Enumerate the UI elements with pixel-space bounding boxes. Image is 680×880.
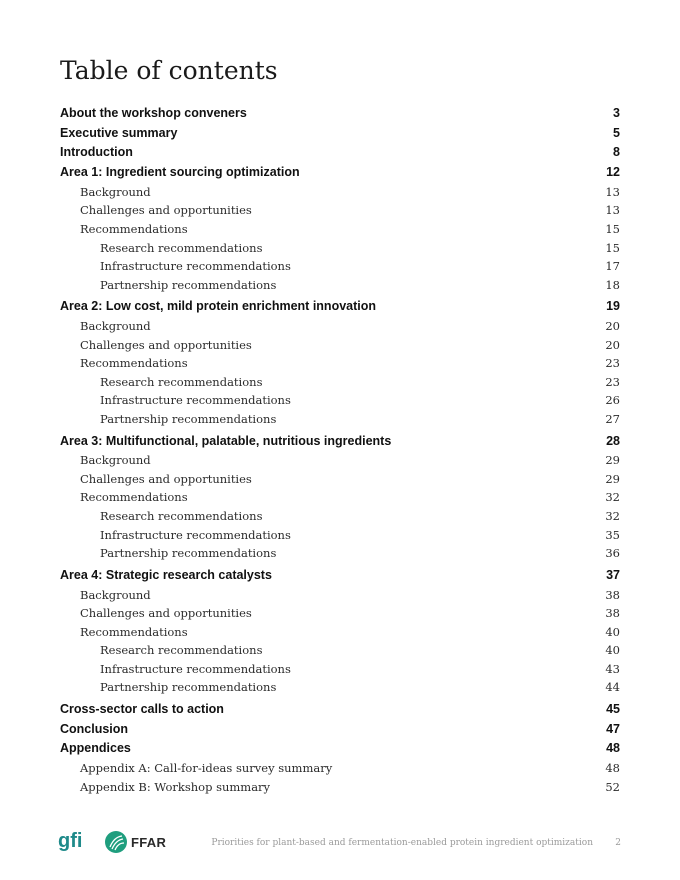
toc-entry-page: 27 <box>605 411 620 426</box>
toc-entry[interactable] <box>60 544 620 563</box>
toc-entry[interactable] <box>60 470 620 489</box>
toc-entry[interactable] <box>60 641 620 660</box>
page-footer <box>0 828 680 860</box>
ffar-logo <box>104 830 166 854</box>
toc-entry-label: Partnership recommendations <box>100 546 277 561</box>
toc-entry[interactable] <box>60 759 620 778</box>
footer-page-number: 2 <box>615 838 621 848</box>
gfi-logo <box>58 830 88 865</box>
toc-entry-label: Challenges and opportunities <box>80 606 252 621</box>
toc-entry-page: 28 <box>606 433 620 448</box>
toc-entry-page: 13 <box>605 184 620 199</box>
toc-entry[interactable] <box>60 336 620 355</box>
toc-entry-label: Background <box>80 587 151 602</box>
toc-entry-label: Cross-sector calls to action <box>60 702 224 717</box>
toc-entry-label: About the workshop conveners <box>60 106 247 120</box>
toc-entry-label: Executive summary <box>60 125 178 140</box>
toc-entry-page: 29 <box>605 471 620 486</box>
toc-entry-page: 36 <box>605 546 620 561</box>
toc-entry[interactable] <box>60 373 620 392</box>
toc-entry[interactable] <box>60 124 620 144</box>
toc-entry-page: 26 <box>605 393 620 408</box>
toc-entry-label: Conclusion <box>60 721 129 736</box>
toc-entry-label: Area 2: Low cost, mild protein enrichment innovation <box>60 299 377 314</box>
toc-entry[interactable] <box>60 257 620 276</box>
toc-entry-page: 8 <box>613 145 620 160</box>
toc-entry[interactable] <box>60 201 620 220</box>
toc-entry[interactable] <box>60 566 620 586</box>
toc-entry-page: 15 <box>605 221 620 236</box>
toc-entry-label: Recommendations <box>80 624 188 639</box>
toc-entry[interactable] <box>60 586 620 605</box>
footer-document-title: Priorities for plant-based and fermentation-enabled protein ingredient optimization <box>211 838 593 848</box>
gfi-logo-text: gfi <box>58 830 83 852</box>
toc-entry-label: Area 4: Strategic research catalysts <box>60 567 272 582</box>
toc-entry[interactable] <box>60 700 620 720</box>
toc-entry-label: Background <box>80 453 151 468</box>
toc-entry-page: 29 <box>605 453 620 468</box>
toc-entry-page: 40 <box>605 624 620 639</box>
toc-entry-page: 23 <box>605 356 620 371</box>
toc-entry-page: 19 <box>606 299 620 314</box>
toc-entry-label: Recommendations <box>80 221 188 236</box>
toc-entry-page: 38 <box>605 587 620 602</box>
gfi-logo-mark <box>58 830 88 860</box>
toc-entry-page: 43 <box>605 661 620 676</box>
toc-entry-label: Challenges and opportunities <box>80 203 252 218</box>
toc-entry[interactable] <box>60 778 620 797</box>
toc-entry-label: Recommendations <box>80 356 188 371</box>
table-of-contents <box>60 104 620 796</box>
toc-entry-page: 32 <box>605 490 620 505</box>
toc-entry[interactable] <box>60 317 620 336</box>
toc-entry-page: 12 <box>606 165 620 180</box>
toc-entry-label: Research recommendations <box>100 509 263 524</box>
toc-entry[interactable] <box>60 623 620 642</box>
toc-entry-label: Background <box>80 184 151 199</box>
toc-entry[interactable] <box>60 660 620 679</box>
toc-entry-label: Research recommendations <box>100 240 263 255</box>
toc-entry-label: Introduction <box>60 145 133 160</box>
toc-entry-label: Research recommendations <box>100 374 263 389</box>
toc-entry-label: Area 1: Ingredient sourcing optimization <box>60 165 300 180</box>
toc-entry-page: 52 <box>605 779 620 794</box>
toc-entry[interactable] <box>60 276 620 295</box>
toc-entry[interactable] <box>60 297 620 317</box>
toc-entry-label: Infrastructure recommendations <box>100 527 291 542</box>
toc-entry-label: Research recommendations <box>100 643 263 658</box>
toc-entry-label: Partnership recommendations <box>100 411 277 426</box>
toc-entry-label: Infrastructure recommendations <box>100 661 291 676</box>
toc-entry-page: 48 <box>605 761 620 776</box>
toc-entry-page: 3 <box>613 106 620 120</box>
toc-entry-label: Appendices <box>60 741 131 756</box>
ffar-logo-text: FFAR <box>131 834 167 850</box>
toc-entry-label: Appendix B: Workshop summary <box>80 779 271 794</box>
toc-entry[interactable] <box>60 432 620 452</box>
toc-entry-page: 48 <box>606 741 620 756</box>
toc-entry-label: Area 3: Multifunctional, palatable, nutritious ingredients <box>60 433 392 448</box>
toc-entry[interactable] <box>60 354 620 373</box>
toc-entry[interactable] <box>60 678 620 697</box>
toc-entry-label: Partnership recommendations <box>100 277 277 292</box>
toc-entry-page: 15 <box>605 240 620 255</box>
toc-entry-page: 23 <box>605 374 620 389</box>
toc-entry-page: 18 <box>605 277 620 292</box>
toc-entry[interactable] <box>60 220 620 239</box>
toc-entry-label: Challenges and opportunities <box>80 337 252 352</box>
toc-entry[interactable] <box>60 183 620 202</box>
toc-entry[interactable] <box>60 526 620 545</box>
toc-entry[interactable] <box>60 739 620 759</box>
toc-entry-page: 35 <box>605 527 620 542</box>
toc-entry-label: Challenges and opportunities <box>80 471 252 486</box>
toc-entry-page: 40 <box>605 643 620 658</box>
toc-entry[interactable] <box>60 239 620 258</box>
toc-entry-label: Background <box>80 319 151 333</box>
toc-entry[interactable] <box>60 410 620 429</box>
toc-entry-page: 5 <box>613 125 620 140</box>
toc-entry-label: Appendix A: Call-for-ideas survey summary <box>80 761 333 776</box>
toc-entry-page: 47 <box>606 721 620 736</box>
toc-entry-page: 20 <box>605 319 620 333</box>
toc-entry[interactable] <box>60 720 620 740</box>
toc-entry[interactable] <box>60 604 620 623</box>
toc-entry-page: 44 <box>605 680 620 695</box>
toc-entry[interactable] <box>60 391 620 410</box>
toc-entry[interactable] <box>60 451 620 470</box>
toc-entry-page: 17 <box>605 259 620 274</box>
toc-entry[interactable] <box>60 507 620 526</box>
toc-entry[interactable] <box>60 143 620 163</box>
toc-entry-label: Infrastructure recommendations <box>100 393 291 408</box>
ffar-emblem-icon <box>104 830 128 854</box>
toc-entry-page: 45 <box>606 702 620 717</box>
toc-entry-label: Recommendations <box>80 490 188 505</box>
toc-entry-page: 32 <box>605 509 620 524</box>
toc-entry[interactable] <box>60 163 620 183</box>
toc-entry-page: 13 <box>605 203 620 218</box>
toc-entry-label: Partnership recommendations <box>100 680 277 695</box>
toc-entry-label: Infrastructure recommendations <box>100 259 291 274</box>
toc-entry[interactable] <box>60 488 620 507</box>
page-title: Table of contents <box>60 56 278 85</box>
toc-entry-page: 20 <box>605 337 620 352</box>
toc-entry-page: 37 <box>606 567 620 582</box>
toc-entry-page: 38 <box>605 606 620 621</box>
toc-entry[interactable] <box>60 104 620 124</box>
